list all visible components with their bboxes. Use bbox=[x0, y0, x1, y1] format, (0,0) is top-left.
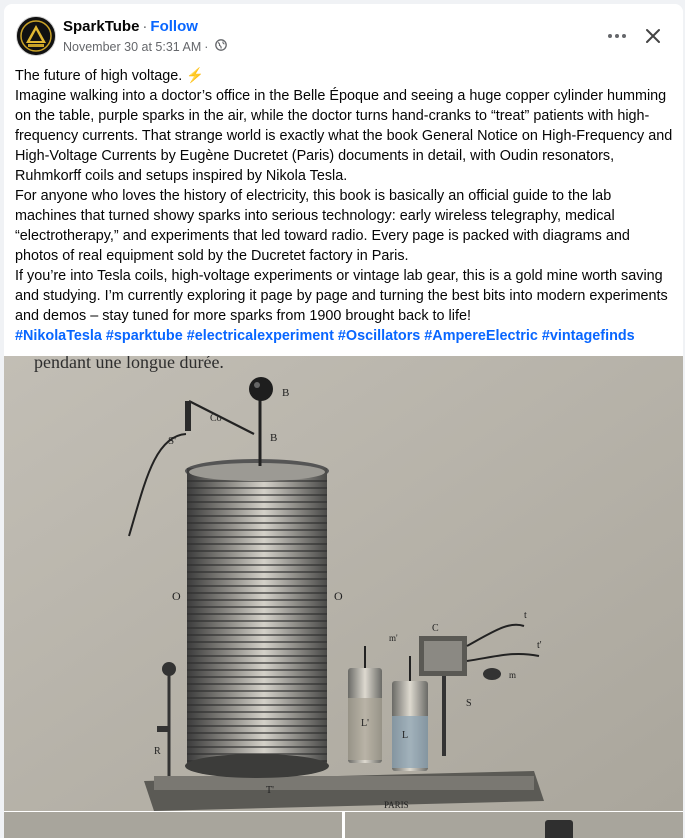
post-meta bbox=[63, 39, 227, 54]
label-m-prime: m' bbox=[389, 633, 398, 643]
page-name-link[interactable]: SparkTube bbox=[63, 18, 140, 35]
close-button[interactable] bbox=[639, 22, 667, 50]
post-card bbox=[4, 4, 683, 838]
hashtag-link[interactable]: #NikolaTesla bbox=[15, 328, 102, 344]
post-body bbox=[15, 66, 675, 346]
label-s-prime: S' bbox=[168, 435, 177, 447]
label-m: m bbox=[509, 670, 517, 680]
label-r: R bbox=[154, 746, 161, 757]
follow-button[interactable]: Follow bbox=[150, 18, 198, 35]
globe-icon bbox=[215, 39, 227, 54]
hashtag-link[interactable]: #sparktube bbox=[105, 328, 183, 344]
thumbnail-object bbox=[545, 820, 573, 838]
label-t2: t' bbox=[537, 640, 542, 651]
sparktube-logo-icon[interactable] bbox=[16, 16, 56, 56]
close-icon bbox=[645, 28, 661, 44]
post-author-line bbox=[63, 18, 198, 35]
hashtag-link[interactable]: #vintagefinds bbox=[541, 328, 635, 344]
more-options-icon bbox=[607, 33, 627, 39]
post-image[interactable] bbox=[4, 356, 683, 811]
more-options-button[interactable] bbox=[603, 22, 631, 50]
hashtag-list bbox=[15, 326, 675, 346]
meta-separator: · bbox=[204, 39, 209, 54]
label-b-top: B bbox=[282, 387, 290, 399]
label-o-right: O bbox=[334, 589, 343, 603]
label-paris: PARIS bbox=[384, 800, 409, 810]
hashtag-link[interactable]: #Oscillators bbox=[337, 328, 421, 344]
label-c: C bbox=[432, 623, 439, 634]
thumbnail-image[interactable] bbox=[4, 812, 342, 838]
post-paragraph: For anyone who loves the history of electricity, this book is basically an official guide to the lab machines that turned showy sparks into serious technology: early wireless telegraphy, medical “electrotherapy,” and experiments that led toward radio. Every page is packed with diagrams and photos of real equipment sold by the Ducretet factory in Paris. bbox=[15, 188, 630, 264]
post-paragraph: If you’re into Tesla coils, high-voltage experiments or vintage lab gear, this is a gold mine worth saving and studying. I’m currently exploring it page by page and turning the best bits into modern experiments and demos – stay tuned for more sparks from 1900 brought back to life! bbox=[15, 268, 668, 324]
post-timestamp[interactable]: November 30 at 5:31 AM bbox=[63, 39, 202, 54]
label-co: Co bbox=[210, 413, 222, 424]
name-separator: · bbox=[142, 18, 148, 35]
label-b-small: B bbox=[270, 432, 278, 444]
label-t1: t bbox=[524, 610, 527, 621]
image-thumbnails bbox=[4, 812, 683, 838]
hashtag-link[interactable]: #AmpereElectric bbox=[424, 328, 538, 344]
image-caption: pendant une longue durée. bbox=[34, 356, 224, 372]
label-l-prime: L' bbox=[361, 718, 369, 729]
post-header bbox=[4, 4, 683, 64]
label-l: L bbox=[402, 730, 409, 741]
label-t-prime: T' bbox=[266, 785, 274, 796]
thumbnail-image[interactable] bbox=[345, 812, 683, 838]
label-o-left: O bbox=[172, 589, 181, 603]
label-s: S bbox=[466, 698, 472, 709]
hashtag-link[interactable]: #electricalexperiment bbox=[186, 328, 334, 344]
post-paragraph: The future of high voltage. ⚡ bbox=[15, 68, 205, 84]
post-paragraph: Imagine walking into a doctor’s office in the Belle Époque and seeing a huge copper cylinder humming on the table, purple sparks in the air, while the doctor turns hand-cranks to “treat” patients with high-frequency currents. That strange world is exactly what the book General Notice on High-Frequency and High-Voltage Currents by Eugène Ducretet (Paris) documents in detail, with Oudin resonators, Ruhmkorff coils and setups inspired by Nikola Tesla. bbox=[15, 88, 673, 184]
